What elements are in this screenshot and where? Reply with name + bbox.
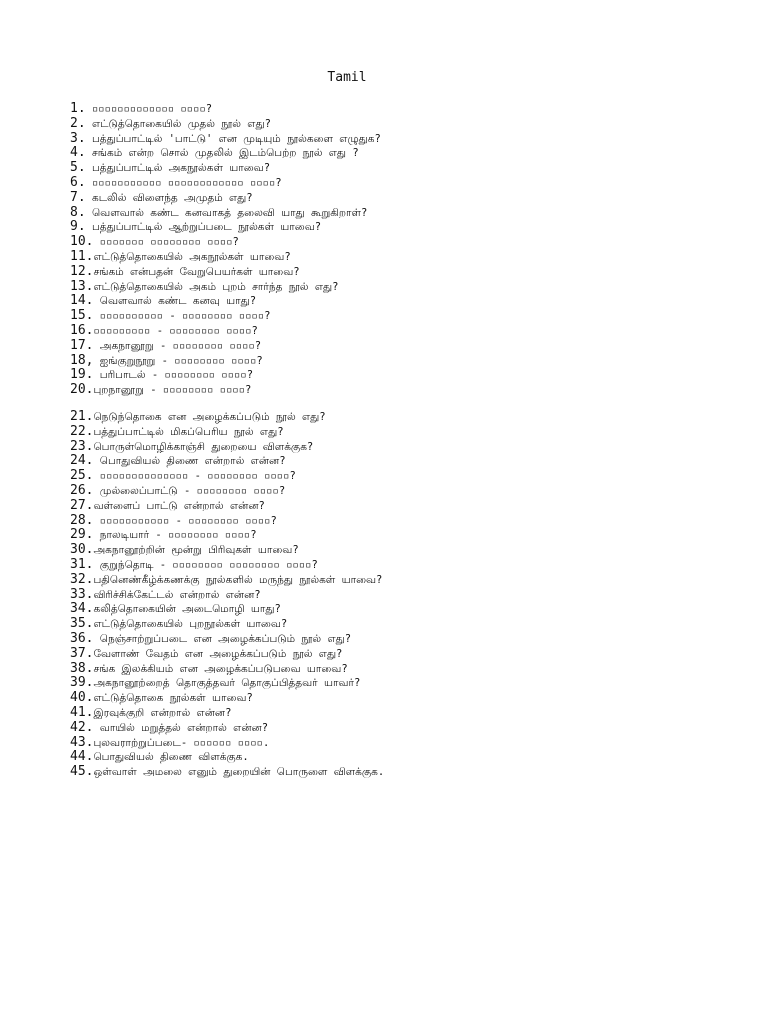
- list-item: 14. வௌவால் கண்ட கனவு யாது?: [70, 293, 257, 309]
- list-item: 42. வாயில் மறுத்தல் என்றால் என்ன?: [70, 719, 269, 735]
- question-list-part1: [70, 101, 750, 397]
- list-item: 40.எட்டுத்தொகை நூல்கள் யாவை?: [70, 690, 253, 705]
- list-item: 19. பரிபாடல் - ▫▫▫▫▫▫▫▫ ▫▫▫▫?: [70, 367, 254, 383]
- list-item: 28. ▫▫▫▫▫▫▫▫▫▫▫ - ▫▫▫▫▫▫▫▫ ▫▫▫▫?: [70, 512, 277, 528]
- list-item: 12.சங்கம் என்பதன் வேறுபெயர்கள் யாவை?: [70, 263, 300, 279]
- list-item: 3. பத்துப்பாட்டில் 'பாட்டு' என முடியும் நூல்களை எழுதுக?: [70, 130, 381, 146]
- list-item: 35.எட்டுத்தொகையில் புறநூல்கள் யாவை?: [70, 616, 288, 631]
- list-item: 30.அகநானூற்றின் மூன்று பிரிவுகள் யாவை?: [70, 542, 299, 557]
- list-item: 38.சங்க இலக்கியம் என அழைக்கப்படுபவை யாவை?: [70, 660, 348, 676]
- list-item: 7. கடலில் விளைந்த அமுதம் எது?: [70, 189, 253, 205]
- list-item: 36. நெஞ்சாற்றுப்படை என அழைக்கப்படும் நூல் எது?: [70, 630, 352, 646]
- page-title: Tamil: [327, 70, 367, 85]
- list-item: 4. சங்கம் என்ற சொல் முதலில் இடம்பெற்ற நூல் எது ?: [70, 145, 359, 161]
- list-item: 43.புலவராற்றுப்படை- ▫▫▫▫▫▫ ▫▫▫▫.: [70, 734, 270, 750]
- list-item: 41.இரவுக்குறி என்றால் என்ன?: [70, 704, 232, 720]
- list-item: 5. பத்துப்பாட்டில் அகநூல்கள் யாவை?: [70, 160, 271, 175]
- list-item: 21.நெடுந்தொகை என அழைக்கப்படும் நூல் எது?: [70, 409, 326, 424]
- list-item: 29. நாலடியார் - ▫▫▫▫▫▫▫▫ ▫▫▫▫?: [70, 527, 257, 543]
- question-list-part2: [70, 409, 750, 779]
- list-item: 1. ▫▫▫▫▫▫▫▫▫▫▫▫▫ ▫▫▫▫?: [70, 101, 213, 116]
- list-item: 10. ▫▫▫▫▫▫▫ ▫▫▫▫▫▫▫▫ ▫▫▫▫?: [70, 234, 239, 249]
- list-item: 45.ஒள்வாள் அமலை எனும் துறையின் பொருளை விளக்குக.: [70, 764, 385, 779]
- list-item: 16.▫▫▫▫▫▫▫▫▫ - ▫▫▫▫▫▫▫▫ ▫▫▫▫?: [70, 322, 258, 338]
- list-item: 26. முல்லைப்பாட்டு - ▫▫▫▫▫▫▫▫ ▫▫▫▫?: [70, 482, 286, 498]
- list-item: 34.கலித்தொகையின் அடைமொழி யாது?: [70, 601, 281, 617]
- list-item: 25. ▫▫▫▫▫▫▫▫▫▫▫▫▫▫ - ▫▫▫▫▫▫▫▫ ▫▫▫▫?: [70, 468, 296, 483]
- list-item: 15. ▫▫▫▫▫▫▫▫▫▫ - ▫▫▫▫▫▫▫▫ ▫▫▫▫?: [70, 308, 271, 323]
- list-item: 17. அகநானூறு - ▫▫▫▫▫▫▫▫ ▫▫▫▫?: [70, 337, 262, 353]
- list-item: 44.பொதுவியல் திணை விளக்குக.: [70, 749, 249, 765]
- list-item: 6. ▫▫▫▫▫▫▫▫▫▫▫ ▫▫▫▫▫▫▫▫▫▫▫▫ ▫▫▫▫?: [70, 174, 282, 190]
- list-item: 11.எட்டுத்தொகையில் அகநூல்கள் யாவை?: [70, 248, 291, 264]
- list-item: 9. பத்துப்பாட்டில் ஆற்றுப்படை நூல்கள் யாவை?: [70, 219, 322, 235]
- list-item: 33.விரிச்சிக்கேட்டல் என்றால் என்ன?: [70, 586, 261, 602]
- list-item: 18, ஐங்குறுநூறு - ▫▫▫▫▫▫▫▫ ▫▫▫▫?: [70, 352, 263, 368]
- list-item: 31. குறுந்தொடி - ▫▫▫▫▫▫▫▫ ▫▫▫▫▫▫▫▫ ▫▫▫▫?: [70, 556, 318, 572]
- list-item: 39.அகநானூற்றைத் தொகுத்தவர் தொகுப்பித்தவர் யாவர்?: [70, 675, 361, 691]
- list-item: 27.வள்ளைப் பாட்டு என்றால் என்ன?: [70, 497, 265, 513]
- list-item: 24. பொதுவியல் திணை என்றால் என்ன?: [70, 453, 286, 469]
- list-item: 13.எட்டுத்தொகையில் அகம் புறம் சார்ந்த நூல் எது?: [70, 278, 339, 294]
- list-item: 22.பத்துப்பாட்டில் மிகப்பெரிய நூல் எது?: [70, 423, 284, 439]
- list-item: 23.பொருள்மொழிக்காஞ்சி துறையை விளக்குக?: [70, 438, 314, 454]
- list-item: 32.பதினெண்கீழ்க்கணக்கு நூல்களில் மருந்து நூல்கள் யாவை?: [70, 571, 383, 587]
- list-item: 37.வேளாண் வேதம் என அழைக்கப்படும் நூல் எது?: [70, 645, 343, 661]
- list-item: 8. வௌவால் கண்ட கனவாகத் தலைவி யாது கூறுகிறாள்?: [70, 204, 368, 220]
- list-item: 20.புறநானூறு - ▫▫▫▫▫▫▫▫ ▫▫▫▫?: [70, 382, 252, 397]
- list-item: 2. எட்டுத்தொகையில் முதல் நூல் எது?: [70, 115, 271, 131]
